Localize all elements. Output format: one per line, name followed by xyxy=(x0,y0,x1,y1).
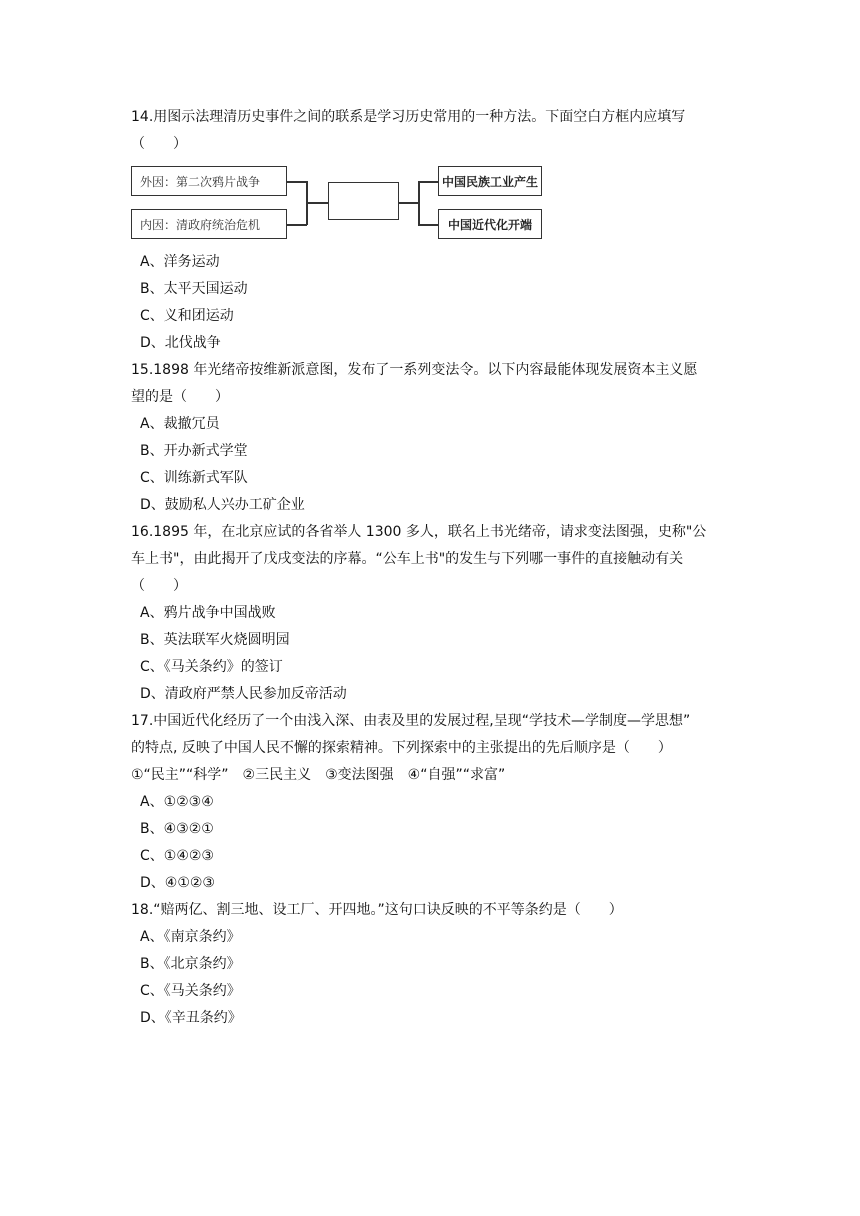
q15-stem-line2: 望的是（ ） xyxy=(131,389,229,405)
diagram-internal-cause: 内因：清政府统治危机 xyxy=(131,209,287,239)
q18-option-b: B、《北京条约》 xyxy=(140,956,241,972)
q17-option-c: C、①④②③ xyxy=(140,848,214,864)
q16-option-d: D、清政府严禁人民参加反帝活动 xyxy=(140,686,347,702)
q15-stem-line1: 15.1898 年光绪帝按维新派意图，发布了一系列变法令。以下内容最能体现发展资本主义愿 xyxy=(131,362,698,378)
diagram-result-1: 中国民族工业产生 xyxy=(438,166,542,196)
q17-stem-line1: 17.中国近代化经历了一个由浅入深、由表及里的发展过程,呈现“学技术—学制度—学思想” xyxy=(131,713,691,729)
q18-option-a: A、《南京条约》 xyxy=(140,929,241,945)
connector-line xyxy=(287,224,307,226)
q14-stem-line2: （ ） xyxy=(131,136,187,152)
q16-option-b: B、英法联军火烧圆明园 xyxy=(140,632,290,648)
q14-option-d: D、北伐战争 xyxy=(140,335,221,351)
q16-stem-line1: 16.1895 年，在北京应试的各省举人 1300 多人，联名上书光绪帝，请求变法图强，史称"公 xyxy=(131,524,707,540)
connector-line xyxy=(287,181,307,183)
q17-option-b: B、④③②① xyxy=(140,821,214,837)
connector-line xyxy=(399,202,419,204)
diagram-blank-box xyxy=(328,182,399,220)
connector-line xyxy=(418,181,438,183)
connector-line xyxy=(306,202,328,204)
q18-option-d: D、《辛丑条约》 xyxy=(140,1010,242,1026)
q18-stem-line1: 18.“赔两亿、割三地、设工厂、开四地。”这句口诀反映的不平等条约是（ ） xyxy=(131,902,623,918)
q17-stem-line3: ①“民主”“科学” ②三民主义 ③变法图强 ④“自强”“求富” xyxy=(131,767,506,783)
diagram-result-2: 中国近代化开端 xyxy=(438,209,542,239)
diagram-external-cause: 外因：第二次鸦片战争 xyxy=(131,166,287,196)
q15-option-d: D、鼓励私人兴办工矿企业 xyxy=(140,497,305,513)
connector-line xyxy=(418,224,438,226)
q16-option-a: A、鸦片战争中国战败 xyxy=(140,605,276,621)
q17-option-a: A、①②③④ xyxy=(140,794,214,810)
connector-line xyxy=(418,181,420,225)
q14-option-c: C、义和团运动 xyxy=(140,308,234,324)
q14-diagram xyxy=(131,163,546,243)
q14-option-a: A、洋务运动 xyxy=(140,254,220,270)
q14-stem-line1: 14.用图示法理清历史事件之间的联系是学习历史常用的一种方法。下面空白方框内应填写 xyxy=(131,109,686,125)
q15-option-c: C、训练新式军队 xyxy=(140,470,248,486)
q16-option-c: C、《马关条约》的签订 xyxy=(140,659,283,675)
q16-stem-line3: （ ） xyxy=(131,578,187,594)
q15-option-b: B、开办新式学堂 xyxy=(140,443,248,459)
q14-option-b: B、太平天国运动 xyxy=(140,281,248,297)
q15-option-a: A、裁撤冗员 xyxy=(140,416,220,432)
q17-option-d: D、④①②③ xyxy=(140,875,215,891)
q16-stem-line2: 车上书"，由此揭开了戊戌变法的序幕。“公车上书"的发生与下列哪一事件的直接触动有关 xyxy=(131,551,684,567)
q17-stem-line2: 的特点, 反映了中国人民不懈的探索精神。下列探索中的主张提出的先后顺序是（ ） xyxy=(131,740,672,756)
q18-option-c: C、《马关条约》 xyxy=(140,983,241,999)
